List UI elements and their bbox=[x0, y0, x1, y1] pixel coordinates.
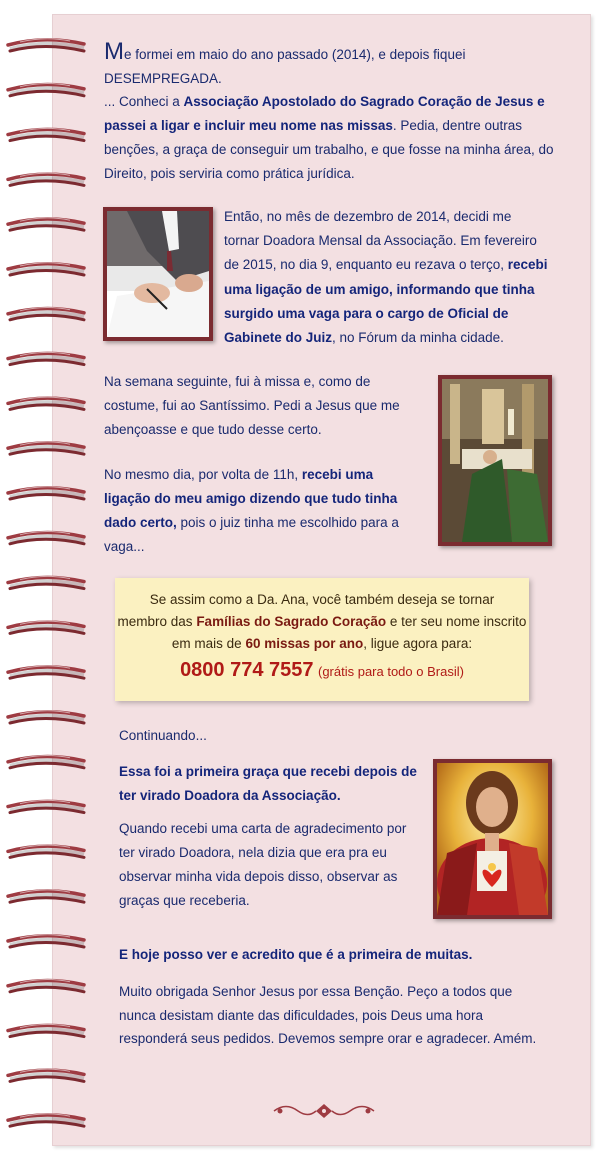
spiral-ring bbox=[8, 397, 84, 409]
spiral-ring bbox=[8, 935, 84, 947]
many-graces-heading: E hoje posso ver e acredito que é a primeira de muitas. bbox=[119, 947, 473, 962]
association-paragraph: ... Conheci a Associação Apostolado do Sagrado Coração de Jesus e passei a ligar e incluir meu nome nas missas. Pedia, dentre outras benções, a graça de conseguir um trabalho, e que fosse na minha área, do Direito, pois serviria como prática jurídica. bbox=[104, 94, 554, 181]
ornament-divider-icon bbox=[272, 1100, 376, 1122]
spiral-ring bbox=[8, 1114, 84, 1126]
spiral-ring bbox=[8, 711, 84, 723]
spiral-ring bbox=[8, 218, 84, 230]
sacred-heart-jesus-image bbox=[433, 759, 552, 919]
spiral-ring bbox=[8, 263, 84, 275]
spiral-ring bbox=[8, 980, 84, 992]
spiral-ring bbox=[8, 352, 84, 364]
closing-paragraph: Muito obrigada Senhor Jesus por essa Benção. Peço a todos que nunca desistam diante das dificuldades, pois Deus uma hora responderá seus pedidos. Devemos sempre orar e agradecer. Amém. bbox=[119, 984, 537, 1046]
continuing-text: Continuando... bbox=[119, 728, 207, 743]
spiral-ring bbox=[8, 800, 84, 812]
spiral-ring bbox=[8, 39, 84, 51]
thank-letter-paragraph: Quando recebi uma carta de agradecimento por ter virado Doadora, nela dizia que era pra eu observar minha vida depois disso, observar as graças que receberia. bbox=[119, 821, 407, 908]
spiral-ring bbox=[8, 621, 84, 633]
result-paragraph: No mesmo dia, por volta de 11h, recebi uma ligação do meu amigo dizendo que tudo tinha dado certo, pois o juiz tinha me escolhido para a vaga... bbox=[104, 467, 399, 554]
phone-note: (grátis para todo o Brasil) bbox=[317, 664, 464, 679]
spiral-ring bbox=[8, 845, 84, 857]
writing-hands-photo bbox=[103, 207, 213, 341]
priest-mass-photo bbox=[438, 375, 552, 546]
spiral-ring bbox=[8, 1024, 84, 1036]
first-grace-heading: Essa foi a primeira graça que recebi depois de ter virado Doadora da Associação. bbox=[119, 764, 417, 803]
spiral-binding-icon bbox=[0, 0, 95, 1173]
spiral-ring bbox=[8, 84, 84, 96]
intro-paragraph: Me formei em maio do ano passado (2014), e depois fiquei DESEMPREGADA. bbox=[104, 38, 466, 86]
spiral-ring bbox=[8, 1069, 84, 1081]
spiral-ring bbox=[8, 128, 84, 140]
dropcap: M bbox=[104, 38, 124, 65]
spiral-ring bbox=[8, 442, 84, 454]
spiral-ring bbox=[8, 890, 84, 902]
spiral-ring bbox=[8, 173, 84, 185]
spiral-ring bbox=[8, 666, 84, 678]
phone-number-link[interactable]: 0800 774 7557 bbox=[180, 659, 314, 681]
spiral-ring bbox=[8, 756, 84, 768]
spiral-ring bbox=[8, 487, 84, 499]
spiral-ring bbox=[8, 576, 84, 588]
spiral-ring bbox=[8, 308, 84, 320]
mass-paragraph: Na semana seguinte, fui à missa e, como de costume, fui ao Santíssimo. Pedi a Jesus que me abençoasse e que tudo desse certo. bbox=[104, 374, 400, 437]
spiral-ring bbox=[8, 532, 84, 544]
job-call-paragraph: Então, no mês de dezembro de 2014, decidi me tornar Doadora Mensal da Associação. Em fevereiro de 2015, no dia 9, enquanto eu rezava o terço, recebi uma ligação de um amigo, informando que tinha surgido uma vaga para o cargo de Oficial de Gabinete do Juiz, no Fórum da minha cidade. bbox=[224, 209, 548, 346]
donor-call-to-action: Se assim como a Da. Ana, você também deseja se tornar membro das Famílias do Sagrado Coração e ter seu nome inscrito em mais de 60 missas por ano, ligue agora para: 0800 774 7557 (grátis para todo o Brasil) bbox=[115, 578, 529, 701]
